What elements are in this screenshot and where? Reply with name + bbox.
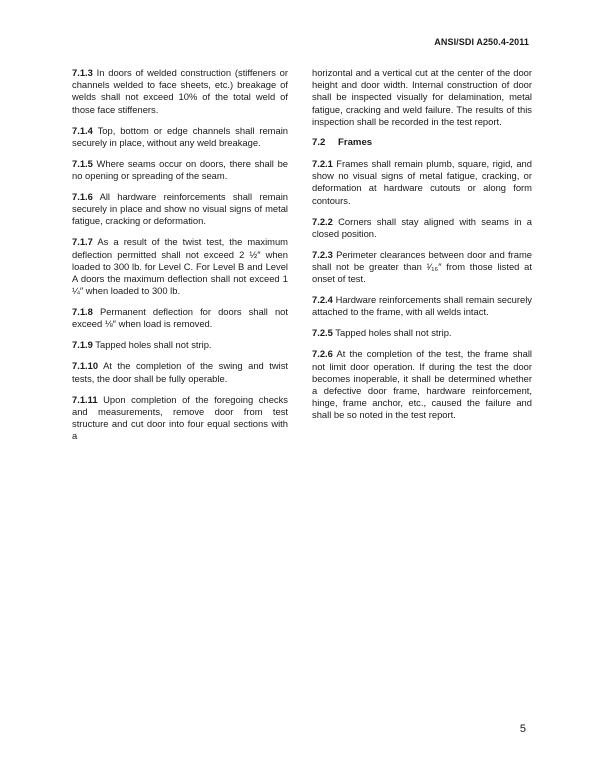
clause-7-2-5 [312, 327, 532, 339]
clause-7-1-10 [72, 360, 288, 384]
clause-7-2-3 [312, 249, 532, 286]
clause-text: Where seams occur on doors, there shall be no opening or spreading of the seam. [72, 157, 288, 182]
clause-text: Perimeter clearances between door and frame shall not be greater than ¹⁄₁₆″ from those listed at onset of test. [312, 248, 533, 285]
clause-text: Top, bottom or edge channels shall remain securely in place, without any weld breakage. [72, 124, 288, 148]
clause-number: 7.2.2 [312, 215, 333, 227]
clause-number: 7.1.6 [72, 191, 93, 203]
clause-number: 7.1.3 [72, 67, 93, 78]
section-number: 7.2 [312, 136, 326, 148]
clause-7-1-5 [72, 158, 288, 182]
clause-text: Frames shall remain plumb, square, rigid, and show no visual signs of metal fatigue, cracking, or deformation at hardware cutouts or along form contours. [312, 158, 532, 206]
clause-number: 7.1.4 [72, 124, 93, 136]
clause-text: All hardware reinforcements shall remain securely in place and show no visual signs of metal fatigue, cracking or deformation. [72, 191, 288, 227]
clause-7-2-1 [312, 158, 532, 207]
clause-number: 7.2.1 [312, 158, 333, 170]
clause-number: 7.2.6 [312, 348, 333, 360]
clause-7-1-3 [72, 67, 288, 116]
clause-text: Corners shall stay aligned with seams in a closed position. [312, 215, 532, 239]
clause-7-1-7 [72, 236, 288, 297]
clause-number: 7.1.7 [72, 236, 93, 248]
clause-number: 7.1.8 [72, 306, 93, 318]
clause-text: Hardware reinforcements shall remain securely attached to the frame, with all welds intact. [312, 294, 532, 318]
clause-text: In doors of welded construction (stiffeners or channels welded to face sheets, etc.) breakage of welds shall not exceed 10% of the total weld of those face stiffeners. [72, 67, 288, 115]
clause-text: Tapped holes shall not strip. [335, 327, 452, 339]
clause-7-2-2 [312, 216, 532, 240]
clause-number: 7.1.10 [72, 360, 99, 372]
left-column [72, 67, 288, 451]
clause-text: Tapped holes shall not strip. [95, 339, 212, 351]
clause-number: 7.2.4 [312, 294, 333, 306]
clause-7-1-4 [72, 125, 288, 149]
page-number: 5 [519, 723, 526, 735]
clause-text: At the completion of the swing and twist tests, the door shall be fully operable. [72, 360, 288, 384]
document-id-header: ANSI/SDI A250.4-2011 [434, 37, 529, 47]
clause-7-1-8 [72, 306, 288, 330]
clause-7-1-6 [72, 191, 288, 228]
clause-number: 7.1.9 [72, 339, 93, 351]
clause-number: 7.2.3 [312, 248, 333, 260]
clause-7-1-11 [72, 394, 288, 443]
clause-text: Upon completion of the foregoing checks and measurements, remove door from test structure and cut door into four equal sections with a [72, 393, 288, 442]
clause-number: 7.1.11 [72, 393, 98, 405]
clause-text: As a result of the twist test, the maximum deflection permitted shall not exceed 2 ½″ when loaded to 300 lb. for Level C. For Level B and Level A doors the maximum deflection shall not exceed 1 ¼″ when loaded to 300 lb. [72, 236, 288, 297]
section-heading-frames [312, 137, 532, 149]
clause-7-2-6 [312, 348, 532, 421]
right-column [312, 67, 532, 430]
clause-number: 7.1.5 [72, 157, 93, 169]
clause-text: Permanent deflection for doors shall not exceed ⅛″ when load is removed. [72, 306, 288, 330]
clause-7-1-9 [72, 339, 288, 351]
clause-7-1-11-continuation: horizontal and a vertical cut at the center of the door height and door width. Internal construction of door shall be inspected visually for delamination, metal fatigue, cracking and weld failure. The results of this inspection shall be recorded in the test report. [312, 67, 532, 127]
clause-7-2-4 [312, 294, 532, 318]
clause-text: At the completion of the test, the frame shall not limit door operation. If during the test the door becomes inoperable, it shall be determined whether a defective door frame, hardware reinforcement, hinge, frame anchor, etc., caused the failure and shall be so noted in the test report. [312, 348, 532, 421]
section-title: Frames [338, 136, 373, 148]
clause-number: 7.2.5 [312, 327, 333, 339]
